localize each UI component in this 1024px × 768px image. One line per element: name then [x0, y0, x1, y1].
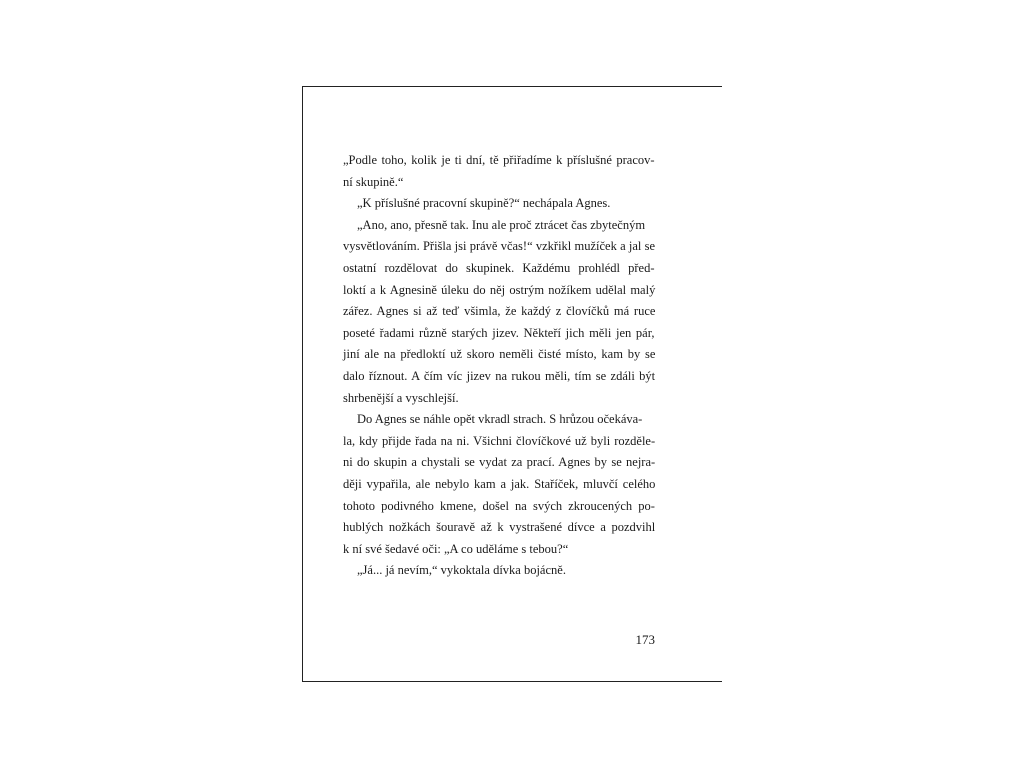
text-line: ní skupině.“ [343, 174, 404, 189]
text-line: shrbenější a vyschlejší. [343, 390, 459, 405]
text-line: ději vypařila, ale nebylo kam a jak. Staříček, mluvčí celého [343, 476, 656, 491]
text-line: Do Agnes se náhle opět vkradl strach. S hrůzou očekáva- [357, 412, 643, 427]
text-line: loktí a k Agnesině úleku do něj ostrým nožíkem udělal malý [343, 282, 656, 297]
text-line: zářez. Agnes si až teď všimla, že každý z človíčků má ruce [343, 304, 656, 319]
text-line: tohoto podivného kmene, došel na svých zkroucených po- [343, 498, 655, 513]
text-line: jiní ale na předloktí už skoro neměli čisté místo, kam by se [343, 347, 656, 362]
text-line: la, kdy přijde řada na ni. Všichni človíčkové už byli rozděle- [343, 433, 656, 448]
text-line: „Já... já nevím,“ vykoktala dívka bojácně. [357, 563, 566, 578]
text-line: ostatní rozdělovat do skupinek. Každému prohlédl před- [343, 260, 655, 275]
text-line: hublých nožkách šouravě až k vystrašené dívce a pozdvihl [343, 520, 656, 535]
text-line: dalo říznout. A čím víc jizev na rukou měli, tím se zdáli být [343, 368, 656, 383]
text-line: ni do skupin a chystali se vydat za prací. Agnes by se nejra- [343, 455, 656, 470]
text-line: k ní své šedavé oči: „A co uděláme s tebou?“ [343, 541, 569, 556]
text-line: „K příslušné pracovní skupině?“ nechápala Agnes. [357, 196, 611, 211]
text-line: vysvětlováním. Přišla jsi právě včas!“ vzkřikl mužíček a jal se [343, 239, 656, 254]
text-line: „Podle toho, kolik je ti dní, tě přiřadíme k příslušné pracov- [343, 153, 655, 167]
page-body-text [343, 150, 655, 582]
page-number: 173 [635, 632, 655, 647]
text-line: „Ano, ano, přesně tak. Inu ale proč ztrácet čas zbytečným [357, 217, 646, 232]
text-line: poseté řadami různě starých jizev. Někteří jich měli jen pár, [343, 325, 655, 340]
